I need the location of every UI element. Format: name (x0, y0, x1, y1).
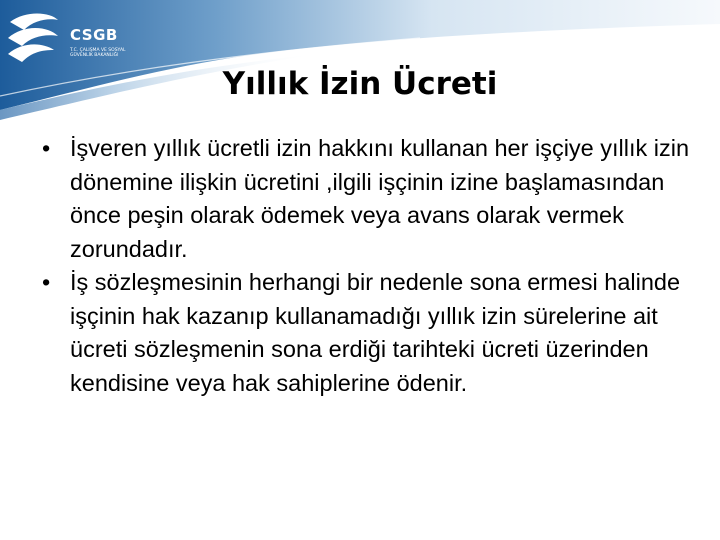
logo (4, 6, 134, 68)
logo-subtitle: T.C. ÇALIŞMA VE SOSYAL GÜVENLİK BAKANLIĞI (70, 48, 126, 58)
bullet-marker: • (42, 135, 51, 161)
bullet-item (40, 266, 700, 400)
slide-title: Yıllık İzin Ücreti (222, 66, 498, 102)
bullet-marker: • (42, 269, 51, 295)
bullet-text: İş sözleşmesinin herhangi bir nedenle sona ermesi halinde işçinin hak kazanıp kullanamadığı yıllık izin sürelerine ait ücreti sözleşmenin sona erdiği tarihteki ücreti üzerinden kendisine veya hak sahiplerine ödenir. (70, 269, 681, 396)
bullet-text: İşveren yıllık ücretli izin hakkını kullanan her işçiye yıllık izin dönemine ilişkin ücretini ,ilgili işçinin izine başlamasından önce peşin olarak ödemek veya avans olarak vermek zorundadır. (70, 135, 690, 262)
bullet-list (40, 132, 700, 400)
bullet-item (40, 132, 700, 266)
csgb-logo-icon (4, 8, 64, 66)
logo-name: CSGB (70, 26, 118, 44)
